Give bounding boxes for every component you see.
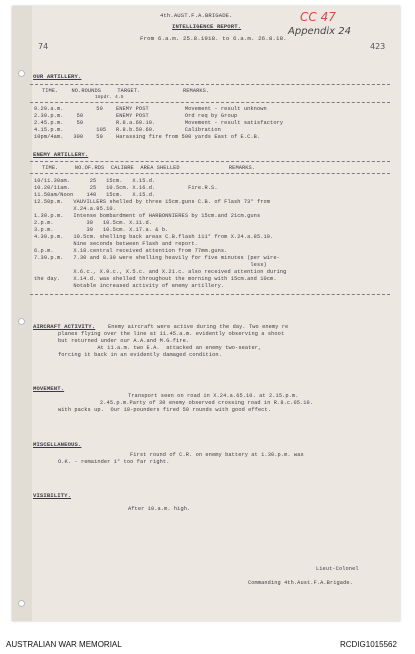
footer-source: AUSTRALIAN WAR MEMORIAL <box>6 640 122 649</box>
our-artillery-columns: TIME. NO.ROUNDS TARGET. REMARKS. <box>42 88 210 94</box>
our-artillery-subcolumns: 18pdr. 4.5 <box>95 95 124 100</box>
text-line: 2.45.p.m.Party of 30 enemy observed crossing road in R.8.c.05.10. <box>100 400 314 406</box>
folio-right: 423 <box>370 42 386 51</box>
table-row: 3.p.m. 30 10.5cm. X.17.a. & b. <box>34 227 169 233</box>
table-row: 2.45.p.m. 50 R.8.a.60.10. Movement - result satisfactory <box>34 120 284 126</box>
enemy-artillery-heading: ENEMY ARTILLERY. <box>33 151 89 158</box>
folio-left: 74 <box>38 42 49 51</box>
table-row: X.24.a.85.10. <box>34 206 116 212</box>
signature-command: Commanding 4th.Aust.F.A.Brigade. <box>248 580 353 586</box>
table-row: 12.50p.m. VAUVILLERS shelled by three 15cm.guns C.B. of Flash 73° from <box>34 199 271 205</box>
punch-hole <box>18 318 25 325</box>
miscellaneous-heading: MISCELLANEOUS. <box>33 441 82 448</box>
table-row: 2.p.m. 30 10.5cm. X.11.d. <box>34 220 153 226</box>
our-artillery-heading: OUR ARTILLERY. <box>33 73 82 80</box>
enemy-artillery-columns: TIME. NO.OF.RDS CALIBRE AREA SHELLED REMARKS. <box>42 165 256 171</box>
table-row: Nine seconds between Flash and report. <box>34 241 198 247</box>
table-row: less) <box>34 262 267 268</box>
text-line: O.K. - remainder 1° too far right. <box>58 459 170 465</box>
table-row: 10/11.30am. 25 15cm. X.15.d. <box>34 178 156 184</box>
divider <box>30 294 390 295</box>
text-line: First round of C.R. on enemy battery at 1.30.p.m. was <box>130 452 304 458</box>
table-row: 6.p.m. X.18.central received attention from 77mm.guns. <box>34 248 228 254</box>
divider <box>30 161 390 162</box>
text-line: forcing it back in an evidently damaged condition. <box>58 352 222 358</box>
text-line: planes flying over the line at 11.45.a.m. evidently observing a shoot <box>58 331 285 337</box>
table-row: 9.20.a.m. 50 ENEMY POST Movement - result unknown <box>34 106 267 112</box>
unit-name: 4th.AUST.F.A.BRIGADE. <box>160 12 233 19</box>
table-row: 2.30.p.m. 50 ENEMY POST Ord req by Group <box>34 113 238 119</box>
table-row: 1.30.p.m. Intense bombardment of HARBONNIERES by 15cm.and 21cm.guns <box>34 213 261 219</box>
table-row: the day. X.14.d. was shelled throughout the morning with 15cm.and 10cm. <box>34 276 277 282</box>
report-title: INTELLIGENCE REPORT. <box>172 23 242 30</box>
table-row: 10.20/11am. 25 10.5cm. X.16.d. Fire.R.S. <box>34 185 218 191</box>
punch-hole <box>18 70 25 77</box>
appendix-note: Appendix 24 <box>288 26 351 37</box>
footer-id: RCDIG1015562 <box>340 640 397 649</box>
divider <box>30 102 390 103</box>
text-line: At 11.a.m. two E.A. attacked an enemy two-seater, <box>58 345 262 351</box>
text-line: with packs up. Our 18-pounders fired 50 rounds with good effect. <box>58 407 272 413</box>
aircraft-heading: AIRCRAFT ACTIVITY. <box>33 323 96 330</box>
divider <box>30 84 390 85</box>
divider <box>30 173 390 174</box>
text-line: Enemy aircraft were active during the day. Two enemy re <box>108 324 289 330</box>
visibility-heading: VISIBILITY. <box>33 492 72 499</box>
signature-rank: Lieut-Colonel <box>316 566 359 572</box>
binding-strip <box>12 6 32 621</box>
visibility-text: After 10.a.m. high. <box>128 506 191 512</box>
document-page <box>12 6 400 621</box>
table-row: 10pm/4am. 300 50 Harassing fire from 500 yards East of E.C.B. <box>34 134 261 140</box>
table-row: Notable increased activity of enemy artillery. <box>34 283 225 289</box>
punch-hole <box>18 600 25 607</box>
text-line: but returned under our A.A.and M.G.fire. <box>58 338 190 344</box>
table-row: 4.15.p.m. 105 R.8.b.50.60. Calibration <box>34 127 221 133</box>
table-row: 7.30.p.m. 7.30 and 8.30 were shelling heavily for five minutes (per wire- <box>34 255 280 261</box>
report-period: From 6.a.m. 25.8.1918. to 6.a.m. 26.8.18. <box>140 35 287 42</box>
movement-heading: MOVEMENT. <box>33 385 65 392</box>
table-row: 4.30.p.m. 10.5cm. shelling back areas C.B.flash 111° from X.24.a.85.10. <box>34 234 274 240</box>
table-row: X.6.c., X.9.c., X.5.c. and X.21.c. also received attention during <box>34 269 287 275</box>
annotation-cc: CC 47 <box>300 10 336 24</box>
text-line: Transport seen on road in X.24.a.65.10. at 2.15.p.m. <box>128 393 299 399</box>
table-row: 11.50am/Noon 140 15cm. X.15.d. <box>34 192 156 198</box>
